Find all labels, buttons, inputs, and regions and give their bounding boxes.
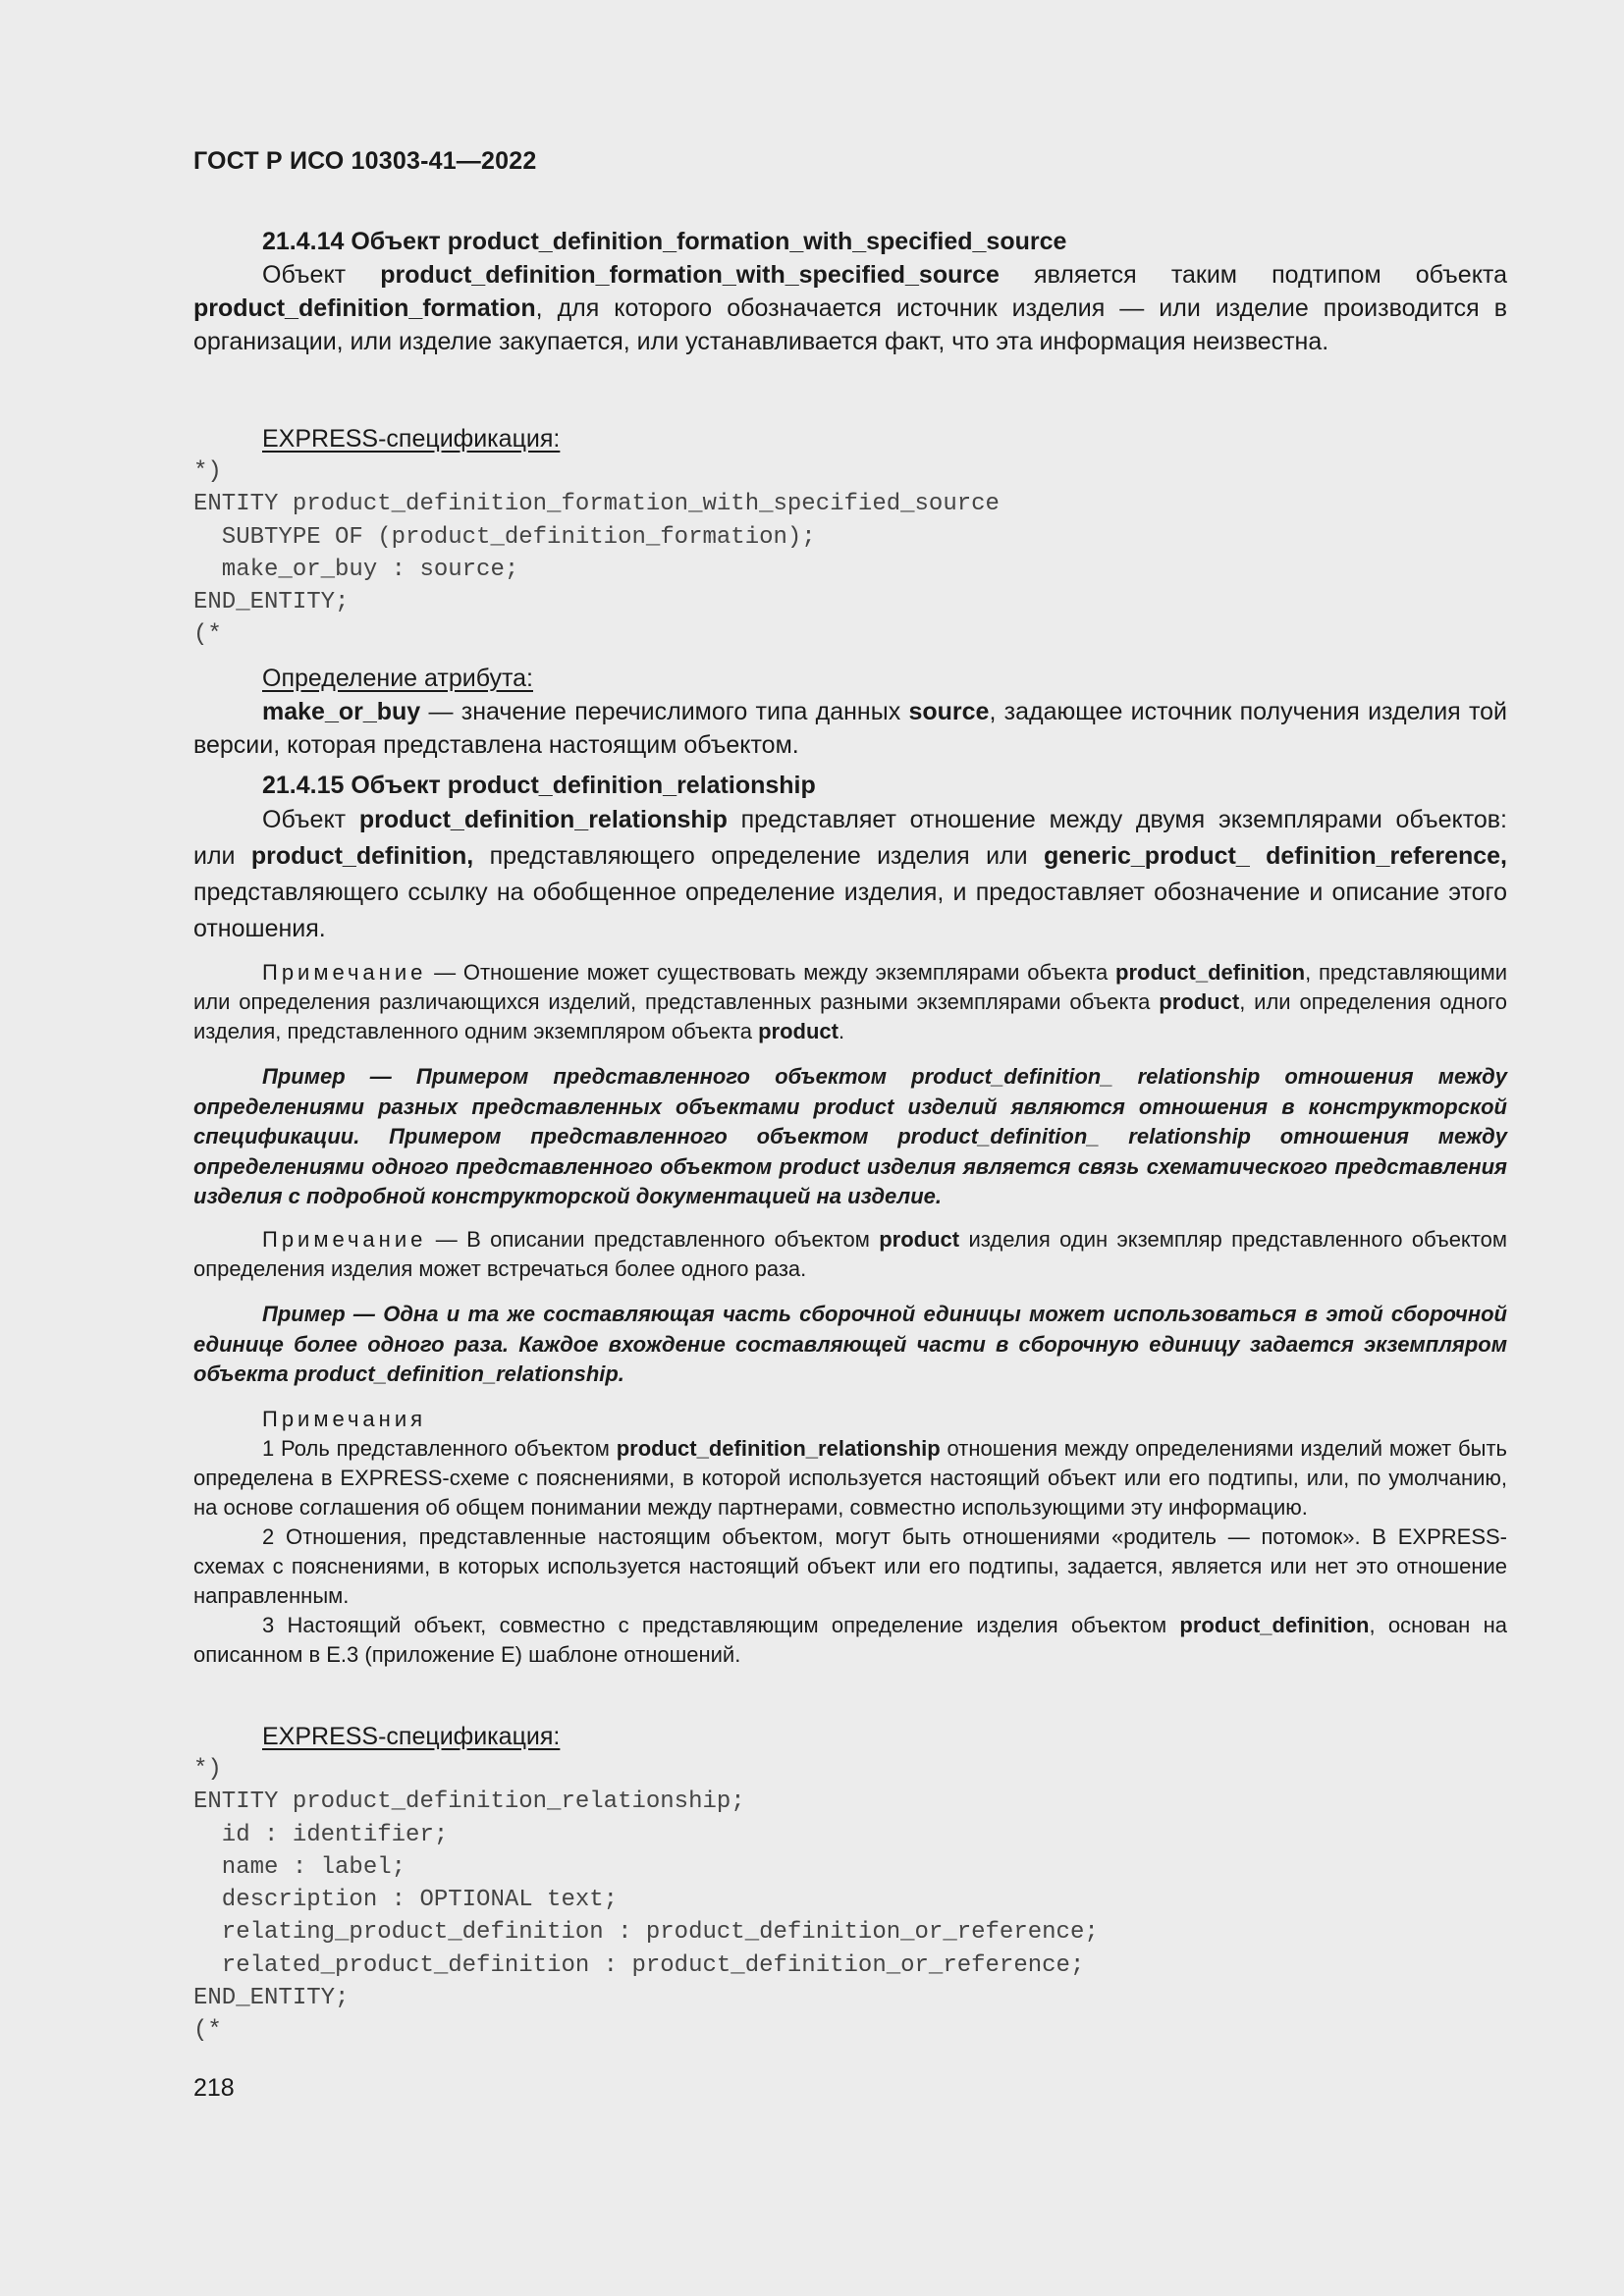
note-item: 3 Настоящий объект, совместно с представляющим определение изделия объектом product_definition, основан на описанном в Е.3 (приложение Е) шаблоне отношений. xyxy=(193,1613,1507,1667)
section-21-4-14 xyxy=(193,225,1507,358)
note-2 xyxy=(193,1225,1507,1284)
document-header: ГОСТ Р ИСО 10303-41—2022 xyxy=(193,147,537,175)
express-block-1 xyxy=(193,422,1507,652)
express-label: EXPRESS-спецификация: xyxy=(262,425,561,453)
example-text: Пример — Примером представленного объектом product_definition_ relationship отношения между определениями разных представленных объектами product изделий являются отношения в конструкторской спецификации. Примером представленного объектом product_definition_ relationship отношения между определениями одного представленного объектом product изделия является связь схематического представления изделия с подробной конструкторской документацией на изделие. xyxy=(193,1064,1507,1208)
spaced-label: Примечание xyxy=(262,960,427,985)
notes-title: Примечания xyxy=(262,1407,427,1431)
section-paragraph: Объект product_definition_relationship представляет отношение между двумя экземплярами объектов: или product_definition, представляющего определение изделия или generic_product_ definition_reference, представляющего ссылку на обобщенное определение изделия, и предоставляет обозначение и описание этого отношения. xyxy=(193,806,1508,942)
section-heading: 21.4.15 Объект product_definition_relationship xyxy=(262,772,816,799)
express-code: *) ENTITY product_definition_formation_with_specified_source SUBTYPE OF (product_definition_formation); make_or_buy : source; END_ENTITY; (* xyxy=(193,458,1000,649)
bold-term: product_definition_relationship xyxy=(358,806,728,833)
note-item: 1 Роль представленного объектом product_definition_relationship отношения между определениями изделий может быть определена в EXPRESS-схеме с пояснениями, в которой используется настоящий объект или его подтипы, или, по умолчанию, на основе соглашения об общем понимании между партнерами, совместно использующими эту информацию. xyxy=(193,1436,1507,1520)
example-1 xyxy=(193,1062,1507,1212)
bold-term: product_definition, xyxy=(250,842,474,870)
attribute-definition xyxy=(193,662,1507,762)
bold-term: product xyxy=(1159,989,1240,1014)
express-label: EXPRESS-спецификация: xyxy=(262,1723,561,1750)
spaced-label: Примечание xyxy=(262,1227,427,1252)
section-paragraph: Объект product_definition_formation_with_specified_source является таким подтипом объекта product_definition_formation, для которого обозначается источник изделия — или изделие производится в организации, или изделие закупается, или устанавливается факт, что эта информация неизвестна. xyxy=(193,261,1507,355)
section-21-4-15 xyxy=(193,769,1507,947)
express-block-2 xyxy=(193,1720,1507,2048)
bold-term: product_definition xyxy=(1115,960,1306,985)
example-text: Пример — Одна и та же составляющая часть сборочной единицы может использоваться в этой сборочной единице более одного раза. Каждое вхождение составляющей части в сборочную единицу задается экземпляром объекта product_definition_relationship. xyxy=(193,1302,1507,1386)
bold-term: make_or_buy xyxy=(262,698,421,725)
note-text: Примечание — В описании представленного объектом product изделия один экземпляр представленного объектом определения изделия может встречаться более одного раза. xyxy=(193,1227,1507,1281)
bold-term: product_definition_formation_with_specified_source xyxy=(380,261,1000,289)
attribute-text: make_or_buy — значение перечислимого типа данных source, задающее источник получения изделия той версии, которая представлена настоящим объектом. xyxy=(193,698,1507,759)
bold-term: product xyxy=(758,1019,839,1043)
bold-term: source xyxy=(908,698,990,725)
page-number: 218 xyxy=(193,2074,235,2102)
bold-term: generic_product_ definition_reference, xyxy=(1043,842,1508,870)
note-item: 2 Отношения, представленные настоящим объектом, могут быть отношениями «родитель — потомок». В EXPRESS-схемах с пояснениями, в которых используется настоящий объект или его подтипы, задается, является или нет это отношение направленным. xyxy=(193,1524,1507,1608)
bold-term: product xyxy=(879,1227,960,1252)
bold-term: product_definition_relationship xyxy=(616,1436,941,1461)
note-1 xyxy=(193,958,1507,1046)
bold-term: product_definition xyxy=(1179,1613,1370,1637)
bold-term: product_definition_formation xyxy=(193,294,536,322)
attribute-label: Определение атрибута: xyxy=(262,665,533,692)
express-code: *) ENTITY product_definition_relationship; id : identifier; name : label; description : OPTIONAL text; relating_product_definition : product_definition_or_reference; related_product_definition : product_definition_or_reference; END_ENTITY; (* xyxy=(193,1756,1099,2045)
notes-list xyxy=(193,1405,1507,1670)
section-heading: 21.4.14 Объект product_definition_formation_with_specified_source xyxy=(262,228,1067,255)
note-text: Примечание — Отношение может существовать между экземплярами объекта product_definition, представляющими или определения различающихся изделий, представленных разными экземплярами объекта product, или определения одного изделия, представленного одним экземпляром объекта product. xyxy=(193,960,1508,1043)
example-2 xyxy=(193,1300,1507,1390)
